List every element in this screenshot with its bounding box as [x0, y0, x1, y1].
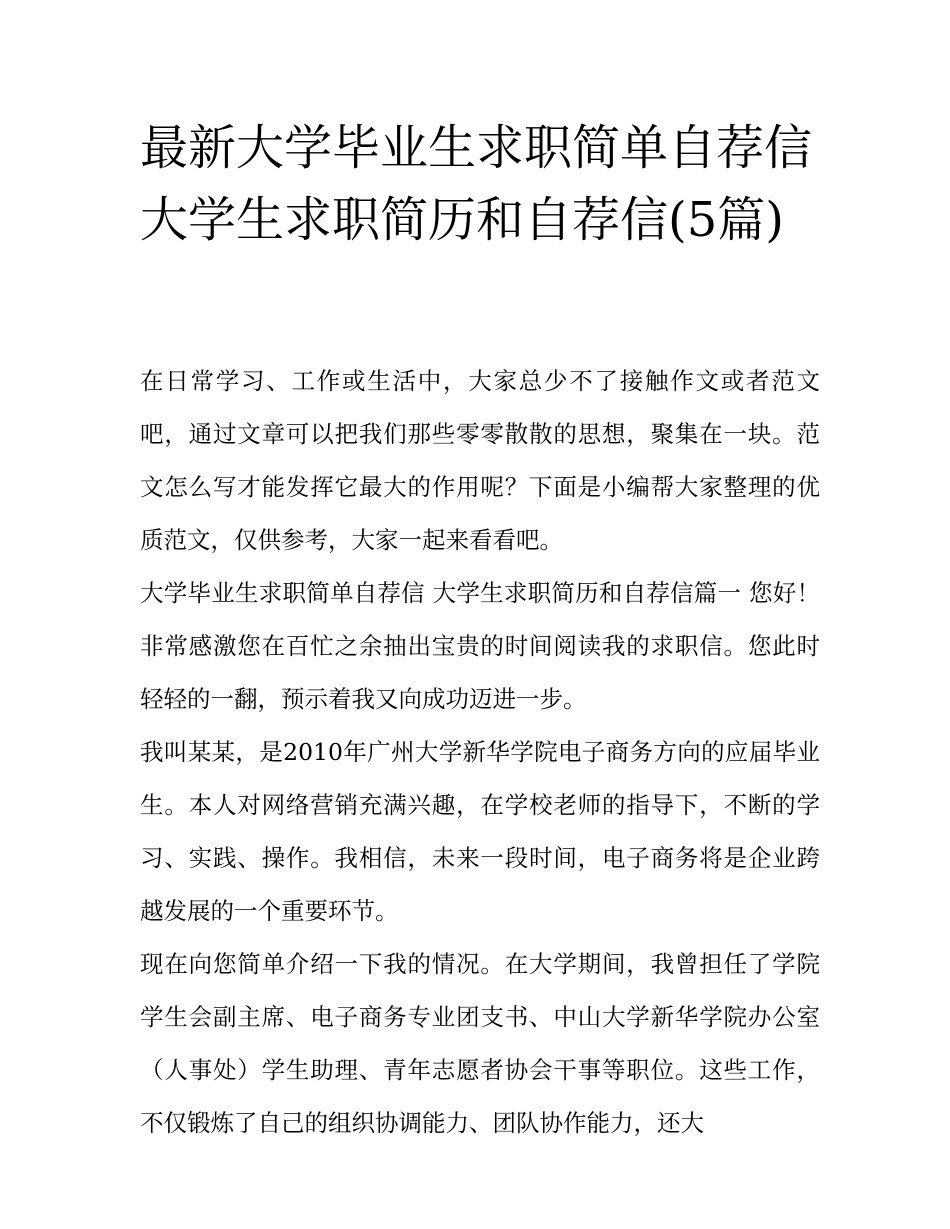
paragraph: 在日常学习、工作或生活中，大家总少不了接触作文或者范文吧，通过文章可以把我们那些零零散散的思想，聚集在一块。范文怎么写才能发挥它最大的作用呢？下面是小编帮大家整理的优质范文，仅供参考，大家一起来看看吧。: [140, 367, 820, 554]
paragraph: 现在向您简单介绍一下我的情况。在大学期间，我曾担任了学院学生会副主席、电子商务专业团支书、中山大学新华学院办公室（人事处）学生助理、青年志愿者协会干事等职位。这些工作，不仅锻炼了自己的组织协调能力、团队协作能力，还大: [140, 950, 820, 1137]
paragraph: 我叫某某，是2010年广州大学新华学院电子商务方向的应届毕业生。本人对网络营销充满兴趣，在学校老师的指导下，不断的学习、实践、操作。我相信，未来一段时间，电子商务将是企业跨越发展的一个重要环节。: [140, 738, 820, 925]
document-body: [140, 355, 820, 1150]
document-title: 最新大学毕业生求职简单自荐信 大学生求职简历和自荐信(5篇): [140, 120, 813, 248]
paragraph: 大学毕业生求职简单自荐信 大学生求职简历和自荐信篇一 您好！非常感激您在百忙之余抽出宝贵的时间阅读我的求职信。您此时轻轻的一翻，预示着我又向成功迈进一步。: [140, 579, 820, 713]
